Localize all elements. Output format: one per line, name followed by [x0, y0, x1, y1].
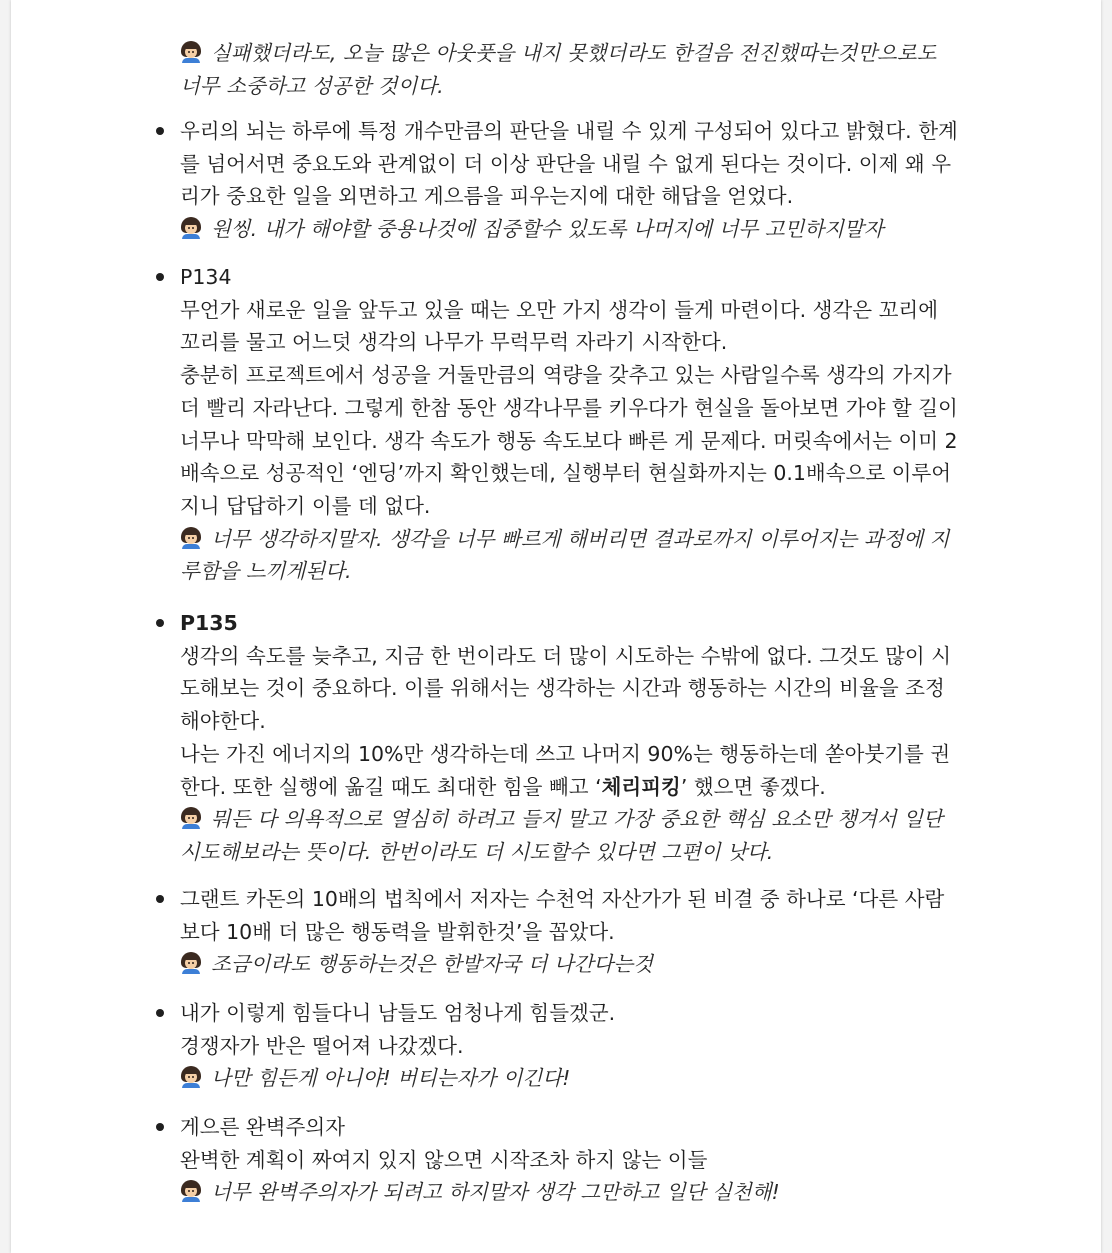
line-text: 더 빨리 자라난다. 그렇게 한참 동안 생각나무를 키우다가 현실을 돌아보면 가야 할 길이 [180, 396, 958, 420]
text-line [180, 493, 430, 519]
bullet-dot [156, 619, 164, 627]
text-line [180, 675, 945, 701]
comment-line [180, 526, 949, 552]
line-text: 너무 완벽주의자가 되려고 하지말자 생각 그만하고 일단 실천해! [211, 1180, 780, 1204]
line-text: 생각의 속도를 늦추고, 지금 한 번이라도 더 많이 시도하는 수밖에 없다. 그것도 많이 시 [180, 644, 952, 668]
comment-line [180, 558, 351, 584]
comment-line [180, 951, 653, 977]
text-line [180, 428, 958, 454]
text-line [180, 460, 951, 486]
text-line [180, 708, 266, 734]
line-text: 꼬리를 물고 어느덧 생각의 나무가 무럭무럭 자라기 시작한다. [180, 330, 728, 354]
document-page [11, 0, 1101, 1253]
line-text: 루함을 느끼게된다. [180, 559, 352, 583]
comment-line [180, 73, 444, 99]
line-text: 너무 생각하지말자. 생각을 너무 빠르게 해버리면 결과로까지 이루어지는 과정에 지 [211, 527, 950, 551]
line-text: 게으른 완벽주의자 [180, 1115, 345, 1139]
line-text: 나만 힘든게 아니야! 버티는자가 이긴다! [211, 1066, 571, 1090]
text-line [180, 297, 938, 323]
comment-line [180, 806, 943, 832]
woman-emoji-icon [180, 807, 202, 829]
text-line [180, 1147, 707, 1173]
bullet-dot [156, 127, 164, 135]
line-text: 경쟁자가 반은 떨어져 나갔겠다. [180, 1034, 464, 1058]
comment-line [180, 40, 936, 66]
text-line [180, 886, 944, 912]
woman-emoji-icon [180, 952, 202, 974]
line-text: 뭐든 다 의욕적으로 열심히 하려고 들지 말고 가장 중요한 핵심 요소만 챙겨서 일단 [211, 807, 943, 831]
comment-line [180, 1065, 570, 1091]
line-text: 조금이라도 행동하는것은 한발자국 더 나간다는것 [211, 952, 653, 976]
text-line [180, 151, 951, 177]
line-text: 너무 소중하고 성공한 것이다. [180, 74, 444, 98]
line-text: 한다. 또한 실행에 옮길 때도 최대한 힘을 빼고 ‘ [180, 775, 602, 799]
line-text: 실패했더라도, 오늘 많은 아웃풋을 내지 못했더라도 한걸음 전진했따는것만으로도 [211, 41, 937, 65]
text-line [180, 329, 727, 355]
woman-emoji-icon [180, 527, 202, 549]
line-text: 보다 10배 더 많은 행동력을 발휘한것’을 꼽았다. [180, 920, 615, 944]
text-line [180, 183, 793, 209]
woman-emoji-icon [180, 41, 202, 63]
line-text: 충분히 프로젝트에서 성공을 거둘만큼의 역량을 갖추고 있는 사람일수록 생각의 가지가 [180, 363, 952, 387]
line-text: 너무나 막막해 보인다. 생각 속도가 행동 속도보다 빠른 게 문제다. 머릿속에서는 이미 2 [180, 429, 958, 453]
bullet-dot [156, 1009, 164, 1017]
text-line [180, 643, 951, 669]
text-line [180, 919, 615, 945]
line-text-after: ’ 했으면 좋겠다. [680, 775, 826, 799]
text-line [180, 774, 826, 800]
bullet-dot [156, 1123, 164, 1131]
bullet-dot [156, 895, 164, 903]
line-text: 완벽한 계획이 짜여지 있지 않으면 시작조차 하지 않는 이들 [180, 1148, 708, 1172]
line-text: 내가 이렇게 힘들다니 남들도 엄청나게 힘들겠군. [180, 1001, 616, 1025]
line-text: 그랜트 카돈의 10배의 법칙에서 저자는 수천억 자산가가 된 비결 중 하나로 ‘다른 사람 [180, 887, 945, 911]
text-line [180, 264, 232, 290]
text-line [180, 395, 958, 421]
comment-line [180, 216, 884, 242]
line-text: 무언가 새로운 일을 앞두고 있을 때는 오만 가지 생각이 들게 마련이다. 생각은 꼬리에 [180, 298, 939, 322]
line-text: 도해보는 것이 중요하다. 이를 위해서는 생각하는 시간과 행동하는 시간의 비율을 조정 [180, 676, 945, 700]
line-text: 시도해보라는 뜻이다. 한번이라도 더 시도할수 있다면 그편이 낫다. [180, 840, 774, 864]
line-text: P135 [180, 611, 238, 635]
text-line [180, 362, 952, 388]
woman-emoji-icon [180, 1180, 202, 1202]
woman-emoji-icon [180, 217, 202, 239]
line-text: 우리의 뇌는 하루에 특정 개수만큼의 판단을 내릴 수 있게 구성되어 있다고 밝혔다. 한계 [180, 119, 958, 143]
bullet-dot [156, 273, 164, 281]
line-text: 리가 중요한 일을 외면하고 게으름을 피우는지에 대한 해답을 얻었다. [180, 184, 794, 208]
text-line [180, 741, 950, 767]
line-text: P134 [180, 265, 232, 289]
woman-emoji-icon [180, 1066, 202, 1088]
text-line [180, 118, 958, 144]
line-text: 지니 답답하기 이를 데 없다. [180, 494, 431, 518]
line-text: 원씽. 내가 해야할 중용나것에 집중할수 있도록 나머지에 너무 고민하지말자 [211, 217, 884, 241]
text-line [180, 1033, 464, 1059]
comment-line [180, 1179, 780, 1205]
text-line [180, 1114, 345, 1140]
text-line [180, 610, 238, 636]
comment-line [180, 839, 773, 865]
line-text: 나는 가진 에너지의 10%만 생각하는데 쓰고 나머지 90%는 행동하는데 쏟아붓기를 권 [180, 742, 951, 766]
text-line [180, 1000, 615, 1026]
bold-term: 체리피킹 [601, 775, 681, 799]
line-text: 배속으로 성공적인 ‘엔딩’까지 확인했는데, 실행부터 현실화까지는 0.1배속으로 이루어 [180, 461, 952, 485]
line-text: 를 넘어서면 중요도와 관계없이 더 이상 판단을 내릴 수 없게 된다는 것이다. 이제 왜 우 [180, 152, 952, 176]
line-text: 해야한다. [180, 709, 266, 733]
